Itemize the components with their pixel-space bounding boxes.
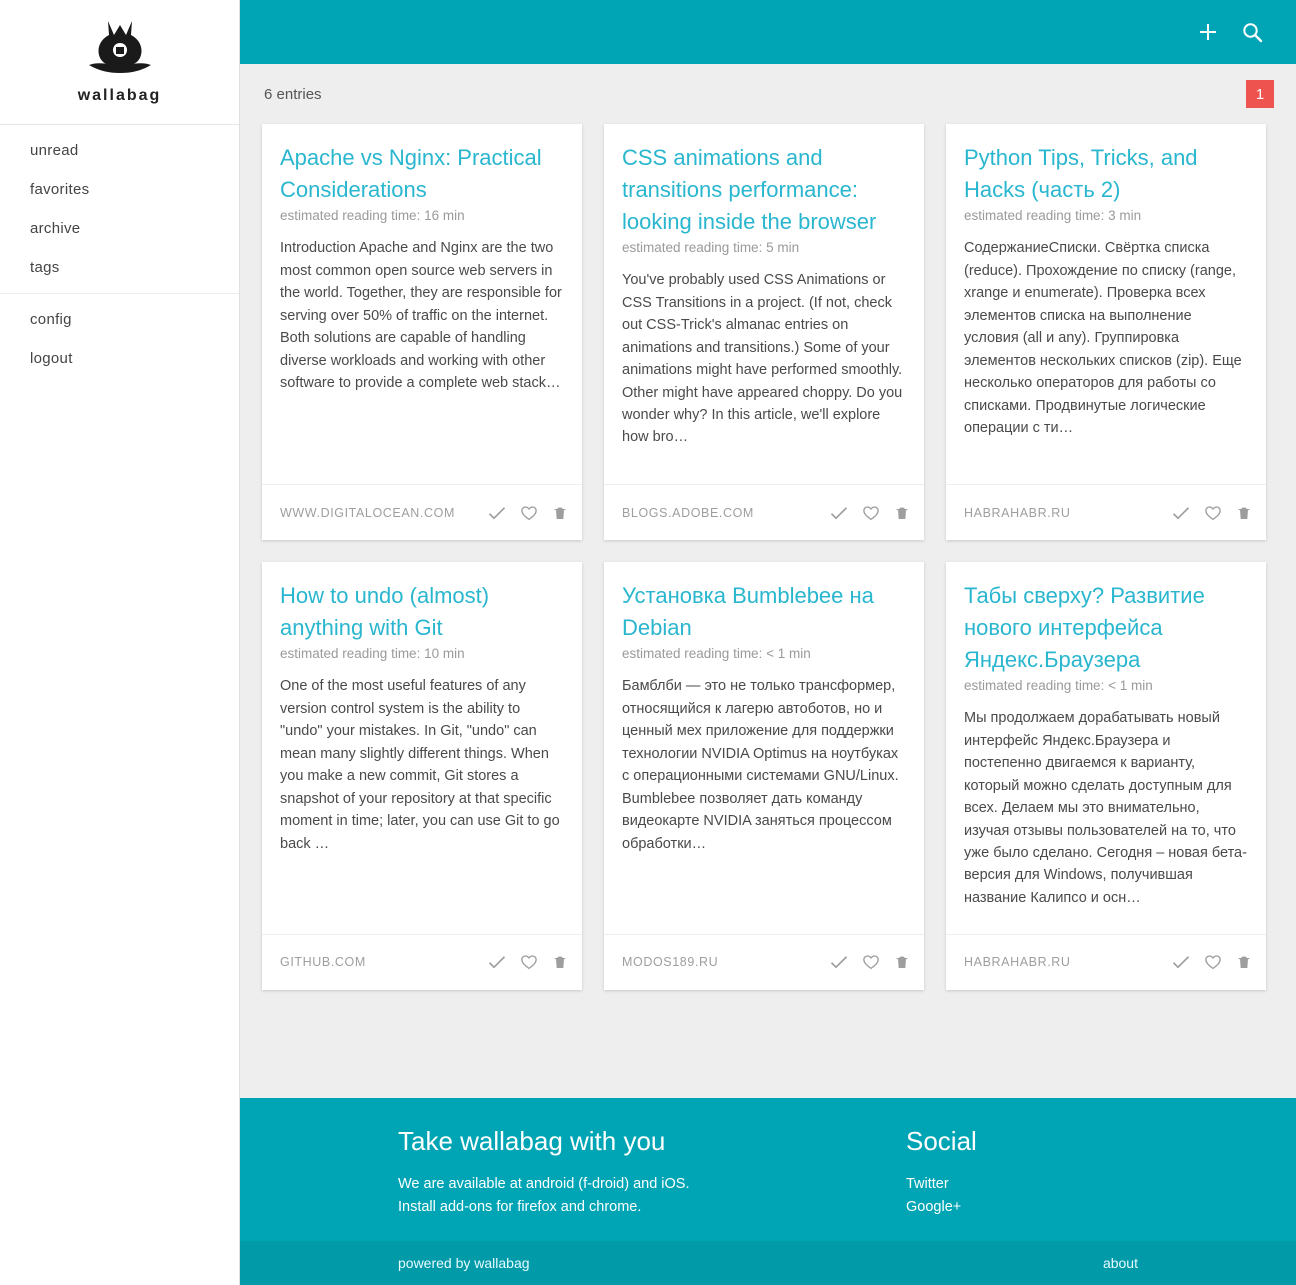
favorite-icon[interactable] (862, 953, 880, 971)
entries-content (240, 64, 1296, 1098)
entry-reading-time: estimated reading time: 3 min (964, 207, 1142, 223)
entry-actions (830, 504, 910, 522)
sidebar-nav-secondary (0, 293, 239, 384)
delete-icon[interactable] (552, 953, 568, 971)
favorite-icon[interactable] (862, 504, 880, 522)
entry-preview: One of the most useful features of any version control system is the ability to "undo" your mistakes. In Git, "undo" can mean many slightly different things. When you make a new commit, Git stores a snapshot of your repository at that specific moment in time; later, you can use Git to go back … (280, 678, 560, 852)
entry-title[interactable]: Apache vs Nginx: Practical Considerations (280, 145, 542, 202)
entry-preview: Мы продолжаем дорабатывать новый интерфейс Яндекс.Браузера и постепенно двигаемся к варианту, который можно сделать доступным для всех. Делаем мы это внимательно, изучая отзывы пользователей на то, что уже было сделано. Сегодня – новая бета-версия для Windows, получившая название Калипсо и осн… (964, 710, 1247, 906)
entry-domain: GITHUB.COM (280, 955, 366, 970)
logo (0, 0, 239, 125)
entries-count: 6 entries (264, 85, 322, 103)
footer-take-column (398, 1126, 906, 1219)
favorite-icon[interactable] (1204, 953, 1222, 971)
entry-reading-time: estimated reading time: 5 min (622, 239, 800, 255)
mark-as-read-icon[interactable] (1172, 504, 1190, 522)
entry-card[interactable] (262, 562, 582, 990)
delete-icon[interactable] (552, 504, 568, 522)
entry-title[interactable]: Python Tips, Tricks, and Hacks (часть 2) (964, 145, 1198, 202)
entry-domain: BLOGS.ADOBE.COM (622, 505, 754, 520)
entry-preview: Introduction Apache and Nginx are the two most common open source web servers in the world. Together, they are responsible for serving over 50% of traffic on the internet. Both solutions are capable of handling diverse workloads and working with other software to provide a complete web stack… (280, 240, 562, 392)
entry-reading-time: estimated reading time: 16 min (280, 207, 465, 223)
sidebar (0, 0, 240, 1285)
top-bar (240, 0, 1296, 64)
entry-card-body (946, 124, 1266, 484)
mark-as-read-icon[interactable] (830, 953, 848, 971)
entry-preview: You've probably used CSS Animations or CSS Transitions in a project. (If not, check out CSS-Trick's almanac entries on animations and transitions.) Some of your animations might have performed smoothly. Other might have appeared choppy. Do you wonder why? In this article, we'll explore how bro… (622, 272, 903, 446)
sidebar-item-unread[interactable]: unread (30, 142, 79, 159)
sidebar-item-tags[interactable]: tags (30, 259, 60, 276)
footer-bottom-bar (240, 1241, 1296, 1285)
entry-title[interactable]: How to undo (almost) anything with Git (280, 583, 490, 640)
powered-by-label: powered by wallabag (398, 1255, 530, 1271)
entry-reading-time: estimated reading time: < 1 min (622, 645, 811, 661)
entry-preview: СодержаниеСписки. Свёртка списка (reduce). Прохождение по списку (range, xrange и enumerate). Проверка всех элементов списка на выполнение условия (all и any). Группировка элементов нескольких списков (zip). Еще несколько операторов для работы со списками. Продвинутые логические операции с ти… (964, 240, 1242, 437)
footer-take-line-1: We are available at android (f-droid) and iOS. (398, 1175, 690, 1192)
wallabag-logo-icon (83, 19, 157, 81)
footer-social-column (906, 1126, 977, 1219)
entry-actions (488, 953, 568, 971)
entry-card-footer (604, 934, 924, 990)
delete-icon[interactable] (1236, 504, 1252, 522)
footer (240, 1098, 1296, 1241)
logo-text: wallabag (77, 87, 162, 104)
footer-columns (398, 1126, 1274, 1219)
entry-card[interactable] (604, 124, 924, 540)
favorite-icon[interactable] (520, 504, 538, 522)
entry-card-footer (604, 484, 924, 540)
sidebar-item-config[interactable]: config (30, 311, 72, 328)
entry-reading-time: estimated reading time: < 1 min (964, 677, 1153, 693)
entry-card[interactable] (946, 562, 1266, 990)
about-link[interactable]: about (1102, 1255, 1138, 1271)
pagination-page-1[interactable]: 1 (1246, 80, 1274, 108)
plus-icon (1196, 20, 1220, 44)
entry-actions (1172, 953, 1252, 971)
entry-card[interactable] (946, 124, 1266, 540)
entry-domain: WWW.DIGITALOCEAN.COM (280, 505, 455, 520)
entry-title[interactable]: Установка Bumblebee на Debian (622, 583, 874, 640)
mark-as-read-icon[interactable] (1172, 953, 1190, 971)
sidebar-nav-primary (0, 125, 239, 293)
entry-card-body (262, 124, 582, 484)
entry-card[interactable] (604, 562, 924, 990)
entry-card-grid (262, 124, 1274, 990)
favorite-icon[interactable] (520, 953, 538, 971)
entry-card-body (604, 124, 924, 484)
entry-actions (830, 953, 910, 971)
entry-card-body (946, 562, 1266, 934)
entry-actions (488, 504, 568, 522)
entry-card[interactable] (262, 124, 582, 540)
entry-card-body (262, 562, 582, 934)
entry-domain: MODOS189.RU (622, 955, 719, 970)
search-icon (1240, 20, 1264, 44)
footer-take-title: Take wallabag with you (398, 1125, 666, 1156)
entry-card-footer (262, 484, 582, 540)
entries-bar (262, 64, 1274, 124)
mark-as-read-icon[interactable] (488, 504, 506, 522)
delete-icon[interactable] (1236, 953, 1252, 971)
entry-domain: HABRAHABR.RU (964, 505, 1071, 520)
footer-social-title: Social (906, 1125, 977, 1156)
sidebar-item-archive[interactable]: archive (30, 220, 81, 237)
sidebar-item-logout[interactable]: logout (30, 350, 73, 367)
favorite-icon[interactable] (1204, 504, 1222, 522)
delete-icon[interactable] (894, 504, 910, 522)
mark-as-read-icon[interactable] (488, 953, 506, 971)
entry-card-footer (946, 484, 1266, 540)
footer-link-googleplus[interactable]: Google+ (906, 1198, 962, 1215)
footer-link-twitter[interactable]: Twitter (906, 1175, 949, 1192)
entry-card-footer (946, 934, 1266, 990)
entry-title[interactable]: CSS animations and transitions performance: looking inside the browser (622, 145, 877, 234)
search-icon-button[interactable] (1230, 10, 1274, 54)
entry-actions (1172, 504, 1252, 522)
footer-take-line-2: Install add-ons for firefox and chrome. (398, 1198, 642, 1215)
entry-title[interactable]: Табы сверху? Развитие нового интерфейса Яндекс.Браузера (964, 583, 1205, 672)
entry-reading-time: estimated reading time: 10 min (280, 645, 465, 661)
main-area (240, 0, 1296, 1285)
mark-as-read-icon[interactable] (830, 504, 848, 522)
sidebar-item-favorites[interactable]: favorites (30, 181, 90, 198)
entry-card-footer (262, 934, 582, 990)
entry-preview: Бамблби — это не только трансформер, относящийся к лагерю автоботов, но и ценный мех приложение для поддержки технологии NVIDIA Optimus на ноутбуках с операционными системами GNU/Linux. Bumblebee позволяет дать команду видеокарте NVIDIA заняться процессом обработки… (622, 678, 899, 852)
entry-card-body (604, 562, 924, 934)
entry-domain: HABRAHABR.RU (964, 955, 1071, 970)
delete-icon[interactable] (894, 953, 910, 971)
add-entry-icon[interactable] (1186, 10, 1230, 54)
